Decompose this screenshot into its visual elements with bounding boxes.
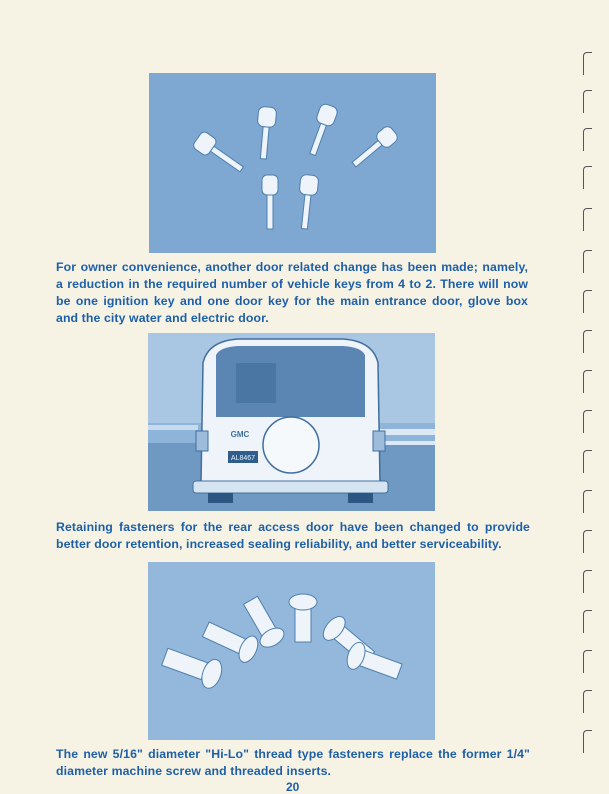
binder-tab <box>583 570 592 593</box>
binder-tab <box>583 530 592 553</box>
van-illustration <box>148 333 435 511</box>
binder-tab <box>583 730 592 753</box>
binder-tab <box>583 450 592 473</box>
binder-tab <box>583 690 592 713</box>
page-number: 20 <box>286 780 300 794</box>
binder-tab <box>583 208 592 231</box>
binder-tab <box>583 610 592 633</box>
badge-text: GMC <box>230 430 250 439</box>
binder-tab <box>583 370 592 393</box>
door-caption: Retaining fasteners for the rear access door have been changed to provide better door retention, increased sealing reliability, and better serviceability. <box>56 520 530 551</box>
binder-tab <box>583 52 592 75</box>
binder-tab <box>583 166 592 189</box>
binder-tab <box>583 410 592 433</box>
binder-tab <box>583 490 592 513</box>
plate-text: AL8467 <box>230 455 256 462</box>
fasteners-photo <box>148 562 435 740</box>
binder-tab <box>583 290 592 313</box>
fasteners-caption: The new 5/16" diameter "Hi-Lo" thread type fasteners replace the former 1/4" diameter machine screw and threaded inserts. <box>56 747 530 778</box>
keys-photo <box>149 73 436 253</box>
keys-illustration <box>149 73 436 253</box>
rear-door-photo <box>148 333 435 511</box>
binder-tab <box>583 90 592 113</box>
fasteners-illustration <box>148 562 435 740</box>
binder-tab <box>583 128 592 151</box>
binder-tabs <box>569 0 609 791</box>
binder-tab <box>583 650 592 673</box>
binder-tab <box>583 330 592 353</box>
keys-caption: For owner convenience, another door related change has been made; namely, a reduction in the required number of vehicle keys from 4 to 2. There will now be one ignition key and one door key for the main entrance door, glove box and the city water and electric door. <box>56 260 528 325</box>
binder-tab <box>583 250 592 273</box>
